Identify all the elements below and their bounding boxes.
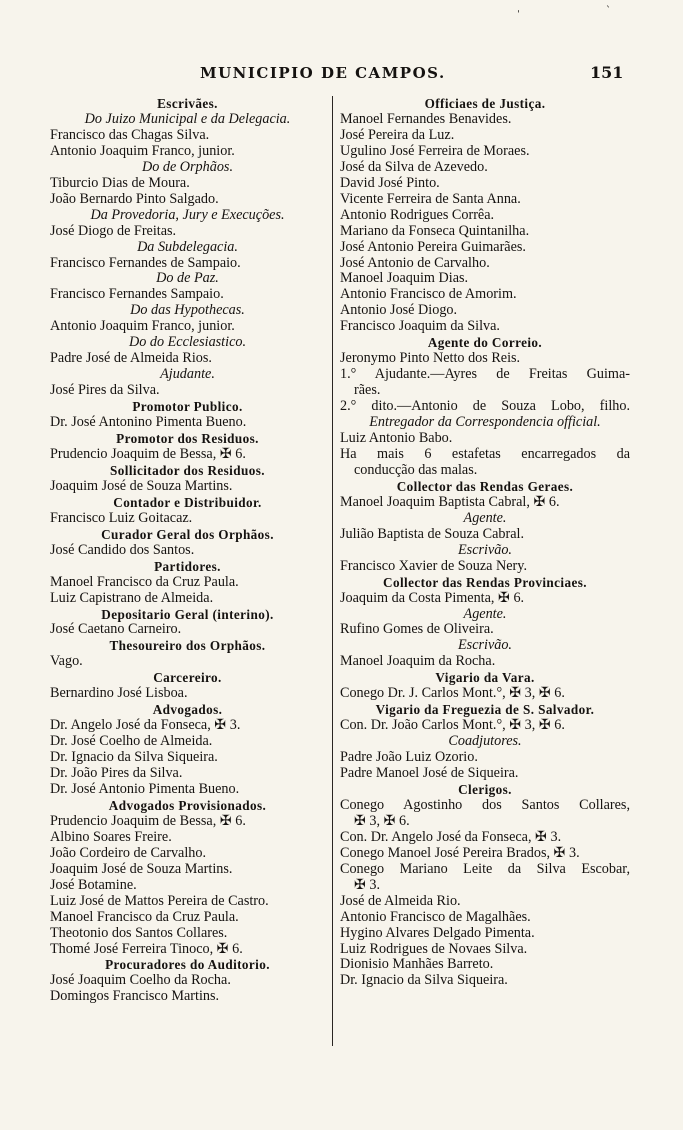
- entry: José da Silva de Azevedo.: [340, 158, 488, 175]
- entry: Antonio Joaquim Franco, junior.: [50, 142, 235, 159]
- entry-continuation: conducção das malas.: [354, 461, 478, 478]
- section-heading: Carcereiro.: [153, 670, 222, 686]
- entry: Conego Manoel José Pereira Brados, ✠ 3.: [340, 844, 580, 861]
- subheading: Agente.: [463, 509, 507, 526]
- entry: Francisco das Chagas Silva.: [50, 126, 210, 143]
- entry: Dr. Ignacio da Silva Siqueira.: [50, 749, 218, 766]
- subheading: Do de Paz.: [156, 270, 219, 287]
- entry: Hygino Alvares Delgado Pimenta.: [340, 924, 535, 941]
- entry: Thomé José Ferreira Tinoco, ✠ 6.: [50, 940, 243, 957]
- entry: Antonio Rodrigues Corrêa.: [340, 206, 495, 223]
- section-heading: Clerigos.: [458, 781, 512, 797]
- entry: Antonio Joaquim Franco, junior.: [50, 318, 235, 335]
- subheading: Entregador da Correspondencia official.: [369, 414, 601, 431]
- section-heading: Escrivães.: [157, 96, 218, 111]
- entry: Francisco Luiz Goitacaz.: [50, 509, 193, 526]
- entry: Padre José de Almeida Rios.: [50, 350, 212, 367]
- section-heading: Procuradores do Auditorio.: [105, 957, 270, 973]
- subheading: Do do Ecclesiastico.: [128, 334, 247, 351]
- section-heading: Promotor dos Residuos.: [116, 431, 259, 447]
- entry: José Pereira da Luz.: [340, 126, 455, 143]
- entry: Manoel Francisco da Cruz Paula.: [50, 908, 239, 925]
- entry: José de Almeida Rio.: [340, 892, 461, 909]
- column-divider: [332, 96, 333, 1046]
- entry: Mariano da Fonseca Quintanilha.: [340, 222, 530, 239]
- entry-continuation: ✠ 3.: [354, 876, 381, 893]
- entry: Tiburcio Dias de Moura.: [50, 174, 190, 191]
- entry: Joaquim José de Souza Martins.: [50, 477, 233, 494]
- entry-continuation: ✠ 3, ✠ 6.: [354, 812, 410, 829]
- subheading: Do Juizo Municipal e da Delegacia.: [84, 110, 291, 127]
- entry: Con. Dr. Angelo José da Fonseca, ✠ 3.: [340, 828, 562, 845]
- entry: José Antonio Pereira Guimarães.: [340, 238, 526, 255]
- entry: Ugulino José Ferreira de Moraes.: [340, 142, 530, 159]
- section-heading: Sollicitador dos Residuos.: [110, 462, 265, 478]
- entry: Dr. João Pires da Silva.: [50, 765, 183, 782]
- entry: Conego Agostinho dos Santos Collares,: [340, 796, 630, 813]
- section-heading: Promotor Publico.: [132, 399, 243, 415]
- subheading: Ajudante.: [160, 366, 215, 383]
- entry: Antonio Francisco de Magalhães.: [340, 908, 531, 925]
- entry: David José Pinto.: [340, 174, 440, 191]
- right-column: [340, 96, 630, 989]
- section-heading: Collector das Rendas Provinciaes.: [383, 574, 587, 590]
- entry: Luiz Rodrigues de Novaes Silva.: [340, 940, 528, 957]
- subheading: Do de Orphãos.: [141, 158, 234, 175]
- entry: Domingos Francisco Martins.: [50, 988, 220, 1005]
- section-heading: Collector das Rendas Geraes.: [396, 478, 574, 494]
- entry: José Candido dos Santos.: [50, 541, 195, 558]
- entry: José Pires da Silva.: [50, 382, 160, 399]
- page-header: [0, 60, 683, 86]
- entry: Manoel Joaquim Dias.: [340, 270, 469, 287]
- entry: Padre Manoel José de Siqueira.: [340, 765, 519, 782]
- entry: Ha mais 6 estafetas encarregados da: [340, 445, 630, 462]
- entry: Conego Mariano Leite da Silva Escobar,: [340, 860, 630, 877]
- entry: Con. Dr. João Carlos Mont.°, ✠ 3, ✠ 6.: [340, 717, 565, 734]
- entry: Luiz Capistrano de Almeida.: [50, 589, 214, 606]
- entry: Francisco Joaquim da Silva.: [340, 318, 500, 335]
- section-heading: Curador Geral dos Orphãos.: [101, 526, 274, 542]
- page-number: 151: [590, 63, 624, 82]
- subheading: Do das Hypothecas.: [130, 302, 245, 319]
- section-heading: Officiaes de Justiça.: [424, 96, 546, 111]
- entry: Francisco Xavier de Souza Nery.: [340, 557, 527, 574]
- entry: José Diogo de Freitas.: [50, 222, 177, 239]
- running-title: MUNICIPIO DE CAMPOS.: [200, 64, 446, 82]
- entry: Julião Baptista de Souza Cabral.: [340, 525, 525, 542]
- subheading: Coadjutores.: [448, 733, 522, 750]
- entry: João Cordeiro de Carvalho.: [50, 844, 207, 861]
- entry: José Antonio de Carvalho.: [340, 254, 490, 271]
- section-heading: Advogados.: [152, 702, 223, 718]
- entry: Vicente Ferreira de Santa Anna.: [340, 190, 521, 207]
- entry: Dr. Ignacio da Silva Siqueira.: [340, 972, 508, 989]
- entry-continuation: rães.: [354, 382, 381, 399]
- entry: Manoel Joaquim Baptista Cabral, ✠ 6.: [340, 493, 560, 510]
- entry: 1.° Ajudante.—Ayres de Freitas Guima-: [340, 366, 630, 383]
- entry: Luiz José de Mattos Pereira de Castro.: [50, 892, 269, 909]
- subheading: Agente.: [463, 605, 507, 622]
- section-heading: Vigario da Freguezia de S. Salvador.: [375, 702, 595, 718]
- entry: Dionisio Manhães Barreto.: [340, 956, 494, 973]
- entry: João Bernardo Pinto Salgado.: [50, 190, 219, 207]
- section-heading: Partidores.: [154, 558, 221, 574]
- entry: Vago.: [50, 653, 83, 670]
- entry: Jeronymo Pinto Netto dos Reis.: [340, 350, 521, 367]
- entry: 2.° dito.—Antonio de Souza Lobo, filho.: [340, 398, 630, 415]
- entry: Manoel Joaquim da Rocha.: [340, 653, 496, 670]
- entry: Joaquim José de Souza Martins.: [50, 860, 233, 877]
- stray-mark: ˋ: [606, 6, 611, 17]
- entry: Rufino Gomes de Oliveira.: [340, 621, 494, 638]
- stray-mark: ˈ: [517, 10, 520, 21]
- entry: Dr. José Antonio Pimenta Bueno.: [50, 780, 240, 797]
- subheading: Da Subdelegacia.: [137, 238, 238, 255]
- entry: Manoel Fernandes Benavides.: [340, 110, 512, 127]
- subheading: Escrivão.: [458, 637, 512, 654]
- entry: Dr. José Antonino Pimenta Bueno.: [50, 414, 247, 431]
- section-heading: Contador e Distribuidor.: [113, 494, 262, 510]
- entry: Joaquim da Costa Pimenta, ✠ 6.: [340, 589, 525, 606]
- entry: Prudencio Joaquim de Bessa, ✠ 6.: [50, 812, 246, 829]
- subheading: Da Provedoria, Jury e Execuções.: [90, 206, 285, 223]
- left-column: [50, 96, 325, 1005]
- entry: Theotonio dos Santos Collares.: [50, 924, 228, 941]
- entry: José Botamine.: [50, 876, 137, 893]
- section-heading: Depositario Geral (interino).: [101, 606, 274, 622]
- subheading: Escrivão.: [458, 541, 512, 558]
- entry: Manoel Francisco da Cruz Paula.: [50, 573, 239, 590]
- entry: Bernardino José Lisboa.: [50, 685, 188, 702]
- entry: Prudencio Joaquim de Bessa, ✠ 6.: [50, 445, 246, 462]
- section-heading: Thesoureiro dos Orphãos.: [109, 638, 266, 654]
- entry: Antonio Francisco de Amorim.: [340, 286, 517, 303]
- entry: Luiz Antonio Babo.: [340, 430, 453, 447]
- entry: Francisco Fernandes Sampaio.: [50, 286, 224, 303]
- entry: Francisco Fernandes de Sampaio.: [50, 254, 241, 271]
- section-heading: Advogados Provisionados.: [108, 797, 267, 813]
- entry: José Caetano Carneiro.: [50, 621, 182, 638]
- entry: Albino Soares Freire.: [50, 828, 172, 845]
- section-heading: Vigario da Vara.: [435, 670, 535, 686]
- section-heading: Agente do Correio.: [427, 335, 543, 351]
- entry: Antonio José Diogo.: [340, 302, 458, 319]
- entry: Dr. Angelo José da Fonseca, ✠ 3.: [50, 717, 241, 734]
- entry: José Joaquim Coelho da Rocha.: [50, 972, 231, 989]
- entry: Conego Dr. J. Carlos Mont.°, ✠ 3, ✠ 6.: [340, 685, 565, 702]
- entry: Dr. José Coelho de Almeida.: [50, 733, 213, 750]
- entry: Padre João Luiz Ozorio.: [340, 749, 478, 766]
